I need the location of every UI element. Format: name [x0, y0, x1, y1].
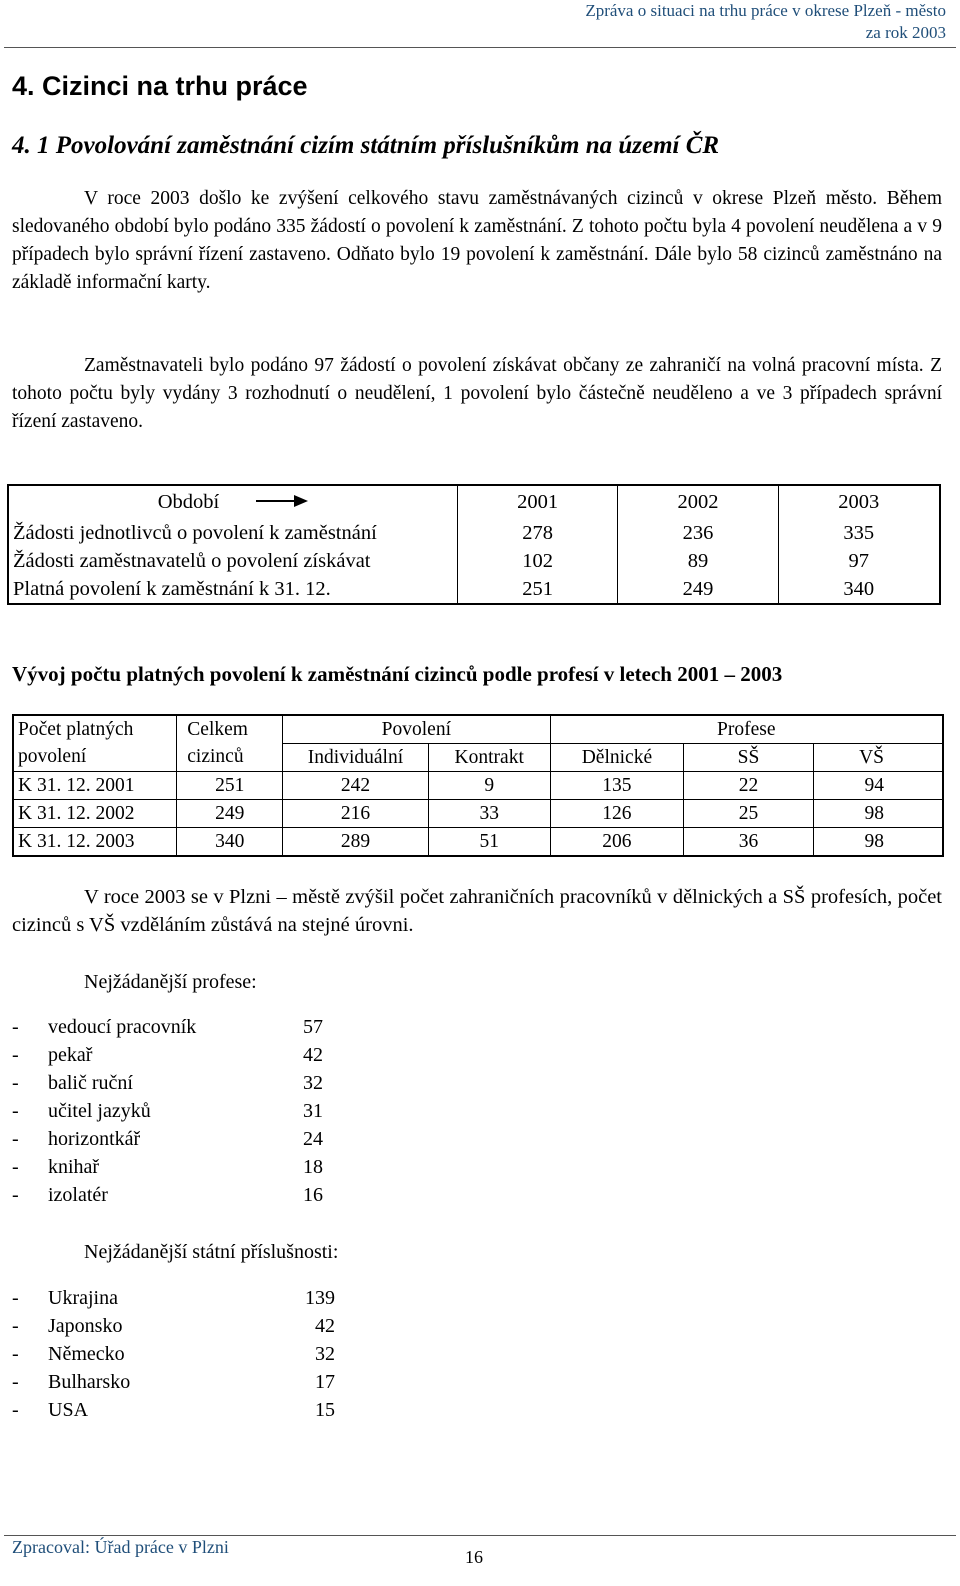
- report-title: Zpráva o situaci na trhu práce v okrese Plzeň - město: [585, 1, 946, 20]
- table-cell: 135: [550, 772, 684, 800]
- table-cell: 89: [618, 547, 778, 575]
- table-cell: 126: [550, 800, 684, 828]
- row-date: K 31. 12. 2002: [13, 800, 177, 828]
- list-item: [12, 1312, 335, 1340]
- professions-list: [12, 1013, 323, 1209]
- footer-author: Zpracoval: Úřad práce v Plzni: [12, 1537, 229, 1557]
- nationalities-list-heading: Nejžádanější státní příslušnosti:: [84, 1241, 339, 1263]
- list-item: [12, 1340, 335, 1368]
- paragraph-employers: [12, 352, 942, 436]
- table-row: [13, 772, 943, 800]
- list-dash: -: [12, 1287, 19, 1309]
- list-item-name: vedoucí pracovník: [48, 1016, 197, 1038]
- vs-header: VŠ: [813, 744, 943, 772]
- list-item-count: 24: [303, 1128, 323, 1150]
- total-header-cont: cizinců: [177, 744, 283, 772]
- list-item-name: Německo: [48, 1343, 125, 1365]
- table-cell: 340: [843, 577, 875, 600]
- list-item-count: 18: [303, 1156, 323, 1178]
- professions-table-title: Vývoj počtu platných povolení k zaměstnání cizinců podle profesí v letech 2001 – 2003: [12, 662, 783, 686]
- list-item-name: Bulharsko: [48, 1371, 131, 1393]
- table-cell: 98: [813, 800, 943, 828]
- list-dash: -: [12, 1072, 19, 1094]
- paragraph-applications-text: V roce 2003 došlo ke zvýšení celkového stavu zaměstnávaných cizinců v okrese Plzeň město. Během sledovaného období bylo podáno 335 žádostí o povolení k zaměstnání. Z tohoto počtu byla 4 povolení neudělena a v 9 případech bylo správní řízení zastaveno. Odňato bylo 19 povolení k zaměstnání. Dále bylo 58 cizinců zaměstnáno na základě informační karty.: [12, 188, 942, 293]
- professions-table: [12, 714, 944, 857]
- professions-list-heading: Nejžádanější profese:: [84, 971, 257, 993]
- list-item-name: izolatér: [48, 1184, 108, 1206]
- profession-header: Profese: [550, 715, 943, 744]
- list-item-name: knihař: [48, 1156, 100, 1178]
- list-item-name: Ukrajina: [48, 1287, 118, 1309]
- list-item-count: 32: [303, 1072, 323, 1094]
- applications-table: [7, 484, 941, 605]
- arrow-right-icon: [256, 491, 308, 514]
- paragraph-summary: [12, 883, 942, 939]
- row-label: Platná povolení k zaměstnání k 31. 12.: [8, 575, 458, 604]
- list-dash: -: [12, 1016, 19, 1038]
- list-item-count: 16: [303, 1184, 323, 1206]
- row-date: K 31. 12. 2001: [13, 772, 177, 800]
- list-item-name: USA: [48, 1399, 89, 1421]
- table-cell: 251: [177, 772, 283, 800]
- list-item-count: 32: [315, 1343, 335, 1365]
- list-dash: -: [12, 1184, 19, 1206]
- chapter-title: 4. Cizinci na trhu práce: [12, 71, 308, 101]
- table-cell: 22: [684, 772, 813, 800]
- list-item-count: 139: [305, 1287, 335, 1309]
- list-item-name: horizontkář: [48, 1128, 141, 1150]
- table-cell: 216: [283, 800, 429, 828]
- table-cell: 289: [283, 828, 429, 857]
- list-item: [12, 1097, 323, 1125]
- list-item-count: 17: [315, 1371, 335, 1393]
- table-cell: 249: [177, 800, 283, 828]
- list-item: [12, 1368, 335, 1396]
- paragraph-summary-text: V roce 2003 se v Plzni – městě zvýšil počet zahraničních pracovníků v dělnických a SŠ profesích, počet cizinců s VŠ vzděláním zůstává na stejné úrovni.: [12, 886, 942, 936]
- table-cell: 98: [813, 828, 943, 857]
- list-item-count: 31: [303, 1100, 323, 1122]
- table-cell: 97: [848, 549, 870, 572]
- table-cell: 335: [843, 521, 875, 544]
- ss-header: SŠ: [684, 744, 813, 772]
- page-number: 16: [465, 1547, 483, 1567]
- table-row: [8, 547, 940, 575]
- footer-rule: [4, 1535, 956, 1536]
- row-label: Žádosti jednotlivců o povolení k zaměstnání: [8, 519, 458, 547]
- table-cell: 249: [618, 575, 778, 604]
- list-dash: -: [12, 1044, 19, 1066]
- table-cell: 25: [684, 800, 813, 828]
- table-row: [13, 828, 943, 857]
- table-cell: 36: [684, 828, 813, 857]
- list-item-name: pekař: [48, 1044, 93, 1066]
- table-cell: 94: [813, 772, 943, 800]
- table-cell: 9: [428, 772, 550, 800]
- table-row: [8, 575, 940, 604]
- table-cell: 102: [458, 547, 618, 575]
- table-cell: 242: [283, 772, 429, 800]
- professions-table-header-top: [13, 715, 943, 744]
- table-row: [13, 800, 943, 828]
- list-item: [12, 1181, 323, 1209]
- list-item-count: 42: [303, 1044, 323, 1066]
- table-cell: 251: [458, 575, 618, 604]
- table-cell: 278: [458, 519, 618, 547]
- contract-header: Kontrakt: [428, 744, 550, 772]
- table-cell: 236: [618, 519, 778, 547]
- list-item: [12, 1013, 323, 1041]
- section-title: 4. 1 Povolování zaměstnání cizím státním příslušníkům na území ČR: [12, 132, 720, 159]
- table-cell: 33: [428, 800, 550, 828]
- list-dash: -: [12, 1128, 19, 1150]
- header-rule: [4, 47, 956, 48]
- table-cell: 340: [177, 828, 283, 857]
- count-header: Počet platných: [13, 715, 177, 744]
- table-cell: 51: [428, 828, 550, 857]
- year-2002-header: 2002: [618, 485, 778, 519]
- period-label-cell: [8, 485, 458, 519]
- nationalities-list: [12, 1284, 335, 1424]
- list-dash: -: [12, 1156, 19, 1178]
- period-label: Období: [157, 490, 220, 513]
- permit-header: Povolení: [283, 715, 550, 744]
- list-item-count: 57: [303, 1016, 323, 1038]
- year-2001-header: 2001: [458, 485, 618, 519]
- paragraph-applications: [12, 185, 942, 297]
- individual-header: Individuální: [283, 744, 429, 772]
- count-header-cont: povolení: [13, 744, 177, 772]
- year-2003-header: 2003: [838, 491, 880, 513]
- list-dash: -: [12, 1399, 19, 1421]
- list-item-count: 42: [315, 1315, 335, 1337]
- list-item: [12, 1396, 335, 1424]
- list-item: [12, 1284, 335, 1312]
- list-item-name: učitel jazyků: [48, 1100, 151, 1122]
- list-item-name: Japonsko: [48, 1315, 123, 1337]
- report-year: za rok 2003: [865, 23, 946, 42]
- list-dash: -: [12, 1315, 19, 1337]
- list-item: [12, 1041, 323, 1069]
- list-dash: -: [12, 1371, 19, 1393]
- page-header: [585, 0, 946, 44]
- total-header: Celkem: [177, 715, 283, 744]
- row-label: Žádosti zaměstnavatelů o povolení získávat: [8, 547, 458, 575]
- list-dash: -: [12, 1100, 19, 1122]
- list-item: [12, 1153, 323, 1181]
- professions-table-header-bottom: [13, 744, 943, 772]
- list-item: [12, 1069, 323, 1097]
- list-item: [12, 1125, 323, 1153]
- worker-header: Dělnické: [550, 744, 684, 772]
- row-date: K 31. 12. 2003: [13, 828, 177, 857]
- list-item-count: 15: [315, 1399, 335, 1421]
- list-dash: -: [12, 1343, 19, 1365]
- paragraph-employers-text: Zaměstnavateli bylo podáno 97 žádostí o povolení získávat občany ze zahraničí na volná pracovní místa. Z tohoto počtu byly vydány 3 rozhodnutí o neudělení, 1 povolení bylo částečně neuděleno a ve 3 případech správní řízení zastaveno.: [12, 355, 942, 432]
- list-item-name: balič ruční: [48, 1072, 133, 1094]
- table-cell: 206: [550, 828, 684, 857]
- applications-table-header: [8, 485, 940, 519]
- table-row: [8, 519, 940, 547]
